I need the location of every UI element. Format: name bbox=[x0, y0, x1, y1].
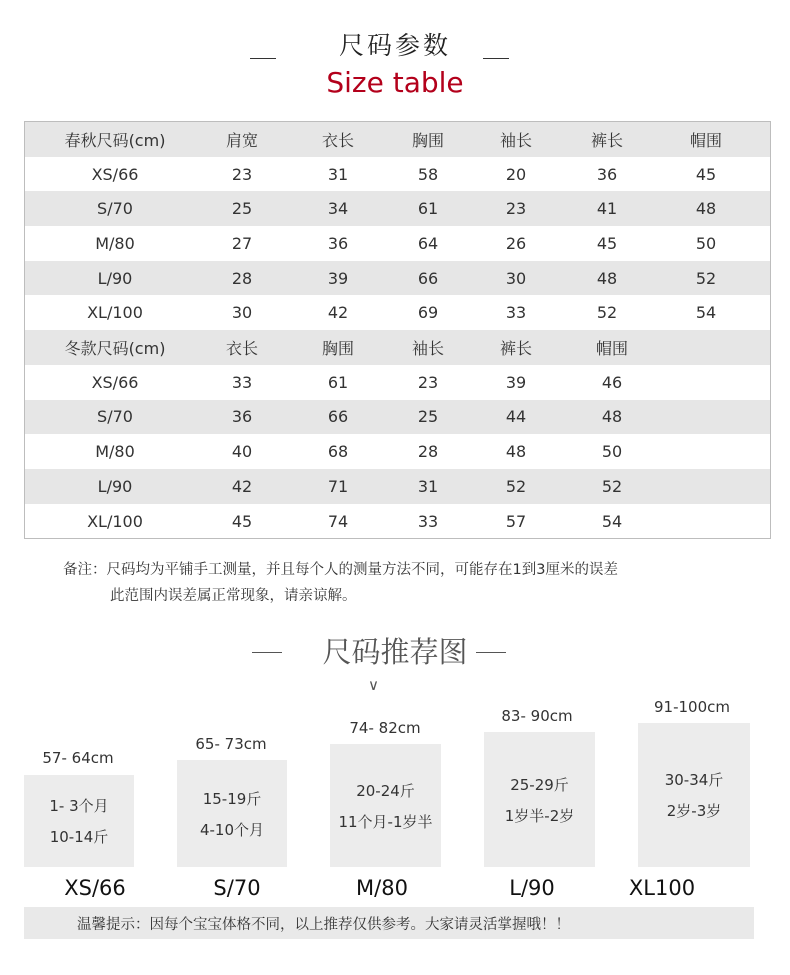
table-cell: 31 bbox=[417, 476, 439, 496]
size-label: M/80 bbox=[356, 876, 408, 900]
table-cell: 30 bbox=[505, 268, 527, 288]
table-cell: 61 bbox=[327, 372, 349, 392]
table-cell: 36 bbox=[596, 164, 618, 184]
note-line-2: 此范围内误差属正常现象，请亲谅解。 bbox=[110, 588, 357, 604]
table-header-cell: 袖长 bbox=[411, 339, 444, 359]
table-cell: 36 bbox=[231, 407, 253, 427]
card-age-or-weight: 11个月-1岁半 bbox=[338, 812, 433, 831]
table-cell: 66 bbox=[327, 407, 349, 427]
table-cell: 42 bbox=[327, 303, 349, 323]
size-recommend-card bbox=[330, 744, 441, 867]
title-right-dash bbox=[483, 58, 509, 59]
table-cell: 20 bbox=[505, 164, 527, 184]
table-cell: 61 bbox=[417, 199, 439, 219]
title-left-dash bbox=[250, 58, 276, 59]
card-age-or-weight: 2岁-3岁 bbox=[666, 802, 722, 820]
size-recommend-card bbox=[484, 732, 595, 867]
table-cell: 48 bbox=[596, 268, 618, 288]
table-cell: 25 bbox=[231, 199, 253, 219]
height-range-label: 91-100cm bbox=[654, 698, 730, 716]
size-recommend-card bbox=[24, 775, 134, 867]
table-header-cell: 袖长 bbox=[499, 130, 532, 150]
table-cell: 30 bbox=[231, 303, 253, 323]
table-header-cell: 裤长 bbox=[499, 339, 532, 359]
table-cell: L/90 bbox=[97, 268, 133, 288]
table-cell: 69 bbox=[417, 303, 439, 323]
table-cell: 28 bbox=[231, 268, 253, 288]
table-cell: 23 bbox=[505, 199, 527, 219]
card-weight-or-age: 25-29斤 bbox=[510, 775, 569, 794]
table-cell: 41 bbox=[596, 199, 618, 219]
size-label: S/70 bbox=[213, 876, 261, 900]
table-cell: 50 bbox=[695, 233, 717, 253]
table-cell: 34 bbox=[327, 199, 349, 219]
table-cell: 42 bbox=[231, 476, 253, 496]
table-cell: 52 bbox=[601, 476, 623, 496]
table-cell: 50 bbox=[601, 442, 623, 462]
tip-bar: 温馨提示：因每个宝宝体格不同，以上推荐仅供参考。大家请灵活掌握哦！！ bbox=[24, 907, 754, 939]
table-header-cell: 衣长 bbox=[225, 339, 258, 359]
table-cell: S/70 bbox=[97, 407, 133, 427]
table-cell: 48 bbox=[601, 407, 623, 427]
size-recommend-card bbox=[177, 760, 287, 867]
height-range-label: 57- 64cm bbox=[42, 749, 114, 767]
table-header-row bbox=[25, 330, 770, 365]
table-row bbox=[25, 504, 770, 539]
table-cell: 74 bbox=[327, 511, 349, 531]
table-cell: 44 bbox=[505, 407, 527, 427]
card-weight-or-age: 1- 3个月 bbox=[49, 797, 109, 815]
size-table bbox=[24, 121, 771, 539]
table-row bbox=[25, 226, 770, 261]
table-header-cell: 帽围 bbox=[689, 130, 722, 150]
table-cell: XS/66 bbox=[91, 372, 139, 392]
table-header-cell: 肩宽 bbox=[225, 130, 258, 150]
table-row bbox=[25, 296, 770, 331]
table-cell: 52 bbox=[505, 476, 527, 496]
size-label: L/90 bbox=[509, 876, 555, 900]
table-cell: 52 bbox=[695, 268, 717, 288]
size-label: XL100 bbox=[628, 876, 696, 900]
height-range-label: 65- 73cm bbox=[195, 735, 267, 753]
table-row bbox=[25, 191, 770, 226]
table-cell: 36 bbox=[327, 233, 349, 253]
table-row bbox=[25, 365, 770, 400]
table-cell: 33 bbox=[231, 372, 253, 392]
table-cell: 39 bbox=[327, 268, 349, 288]
table-cell: 48 bbox=[695, 199, 717, 219]
card-age-or-weight: 4-10个月 bbox=[199, 820, 265, 839]
table-cell: 54 bbox=[695, 303, 717, 323]
chevron-down-icon: ∨ bbox=[368, 676, 379, 694]
table-cell: 31 bbox=[327, 164, 349, 184]
table-cell: 40 bbox=[231, 442, 253, 462]
card-age-or-weight: 10-14斤 bbox=[49, 828, 109, 846]
recommend-title: 尺码推荐图 bbox=[322, 635, 468, 669]
table-cell: 54 bbox=[601, 511, 623, 531]
table-cell: 23 bbox=[231, 164, 253, 184]
table-cell: 52 bbox=[596, 303, 618, 323]
page-title: 尺码参数 bbox=[338, 31, 451, 60]
table-cell: M/80 bbox=[95, 233, 135, 253]
table-cell: 39 bbox=[505, 372, 527, 392]
table-cell: 48 bbox=[505, 442, 527, 462]
table-cell: XL/100 bbox=[87, 511, 143, 531]
table-cell: 71 bbox=[327, 476, 349, 496]
height-range-label: 74- 82cm bbox=[349, 719, 421, 737]
table-header-cell: 冬款尺码(cm) bbox=[64, 339, 166, 359]
table-cell: XS/66 bbox=[91, 164, 139, 184]
table-cell: S/70 bbox=[97, 199, 133, 219]
table-cell: 57 bbox=[505, 511, 527, 531]
size-recommend-card bbox=[638, 723, 750, 867]
table-row bbox=[25, 469, 770, 504]
table-header-cell: 春秋尺码(cm) bbox=[64, 130, 166, 150]
note-line-1: 备注：尺码均为平铺手工测量，并且每个人的测量方法不同，可能存在1到3厘米的误差 bbox=[63, 562, 618, 578]
table-row bbox=[25, 157, 770, 192]
table-cell: 33 bbox=[505, 303, 527, 323]
table-cell: 45 bbox=[596, 233, 618, 253]
table-cell: 66 bbox=[417, 268, 439, 288]
table-row bbox=[25, 400, 770, 435]
rec-title-right-line bbox=[476, 652, 506, 653]
table-header-cell: 胸围 bbox=[411, 130, 444, 150]
table-row bbox=[25, 261, 770, 296]
table-cell: 45 bbox=[695, 164, 717, 184]
size-label: XS/66 bbox=[64, 876, 126, 900]
page-subtitle: Size table bbox=[326, 66, 464, 99]
card-weight-or-age: 30-34斤 bbox=[664, 771, 724, 789]
table-cell: 45 bbox=[231, 511, 253, 531]
table-row bbox=[25, 434, 770, 469]
table-cell: M/80 bbox=[95, 442, 135, 462]
table-header-cell: 胸围 bbox=[321, 339, 354, 359]
table-cell: 68 bbox=[327, 442, 349, 462]
table-cell: L/90 bbox=[97, 476, 133, 496]
card-age-or-weight: 1岁半-2岁 bbox=[504, 806, 575, 825]
table-cell: 64 bbox=[417, 233, 439, 253]
table-header-cell: 裤长 bbox=[590, 130, 623, 150]
table-cell: 27 bbox=[231, 233, 253, 253]
table-header-row bbox=[25, 122, 770, 157]
card-weight-or-age: 20-24斤 bbox=[356, 781, 415, 800]
card-weight-or-age: 15-19斤 bbox=[202, 789, 262, 808]
table-cell: 46 bbox=[601, 372, 623, 392]
table-cell: 33 bbox=[417, 511, 439, 531]
table-cell: 58 bbox=[417, 164, 439, 184]
table-header-cell: 衣长 bbox=[321, 130, 354, 150]
height-range-label: 83- 90cm bbox=[501, 707, 573, 725]
table-cell: 25 bbox=[417, 407, 439, 427]
table-cell: XL/100 bbox=[87, 303, 143, 323]
table-cell: 23 bbox=[417, 372, 439, 392]
table-cell: 26 bbox=[505, 233, 527, 253]
table-cell: 28 bbox=[417, 442, 439, 462]
table-header-cell: 帽围 bbox=[595, 339, 628, 359]
